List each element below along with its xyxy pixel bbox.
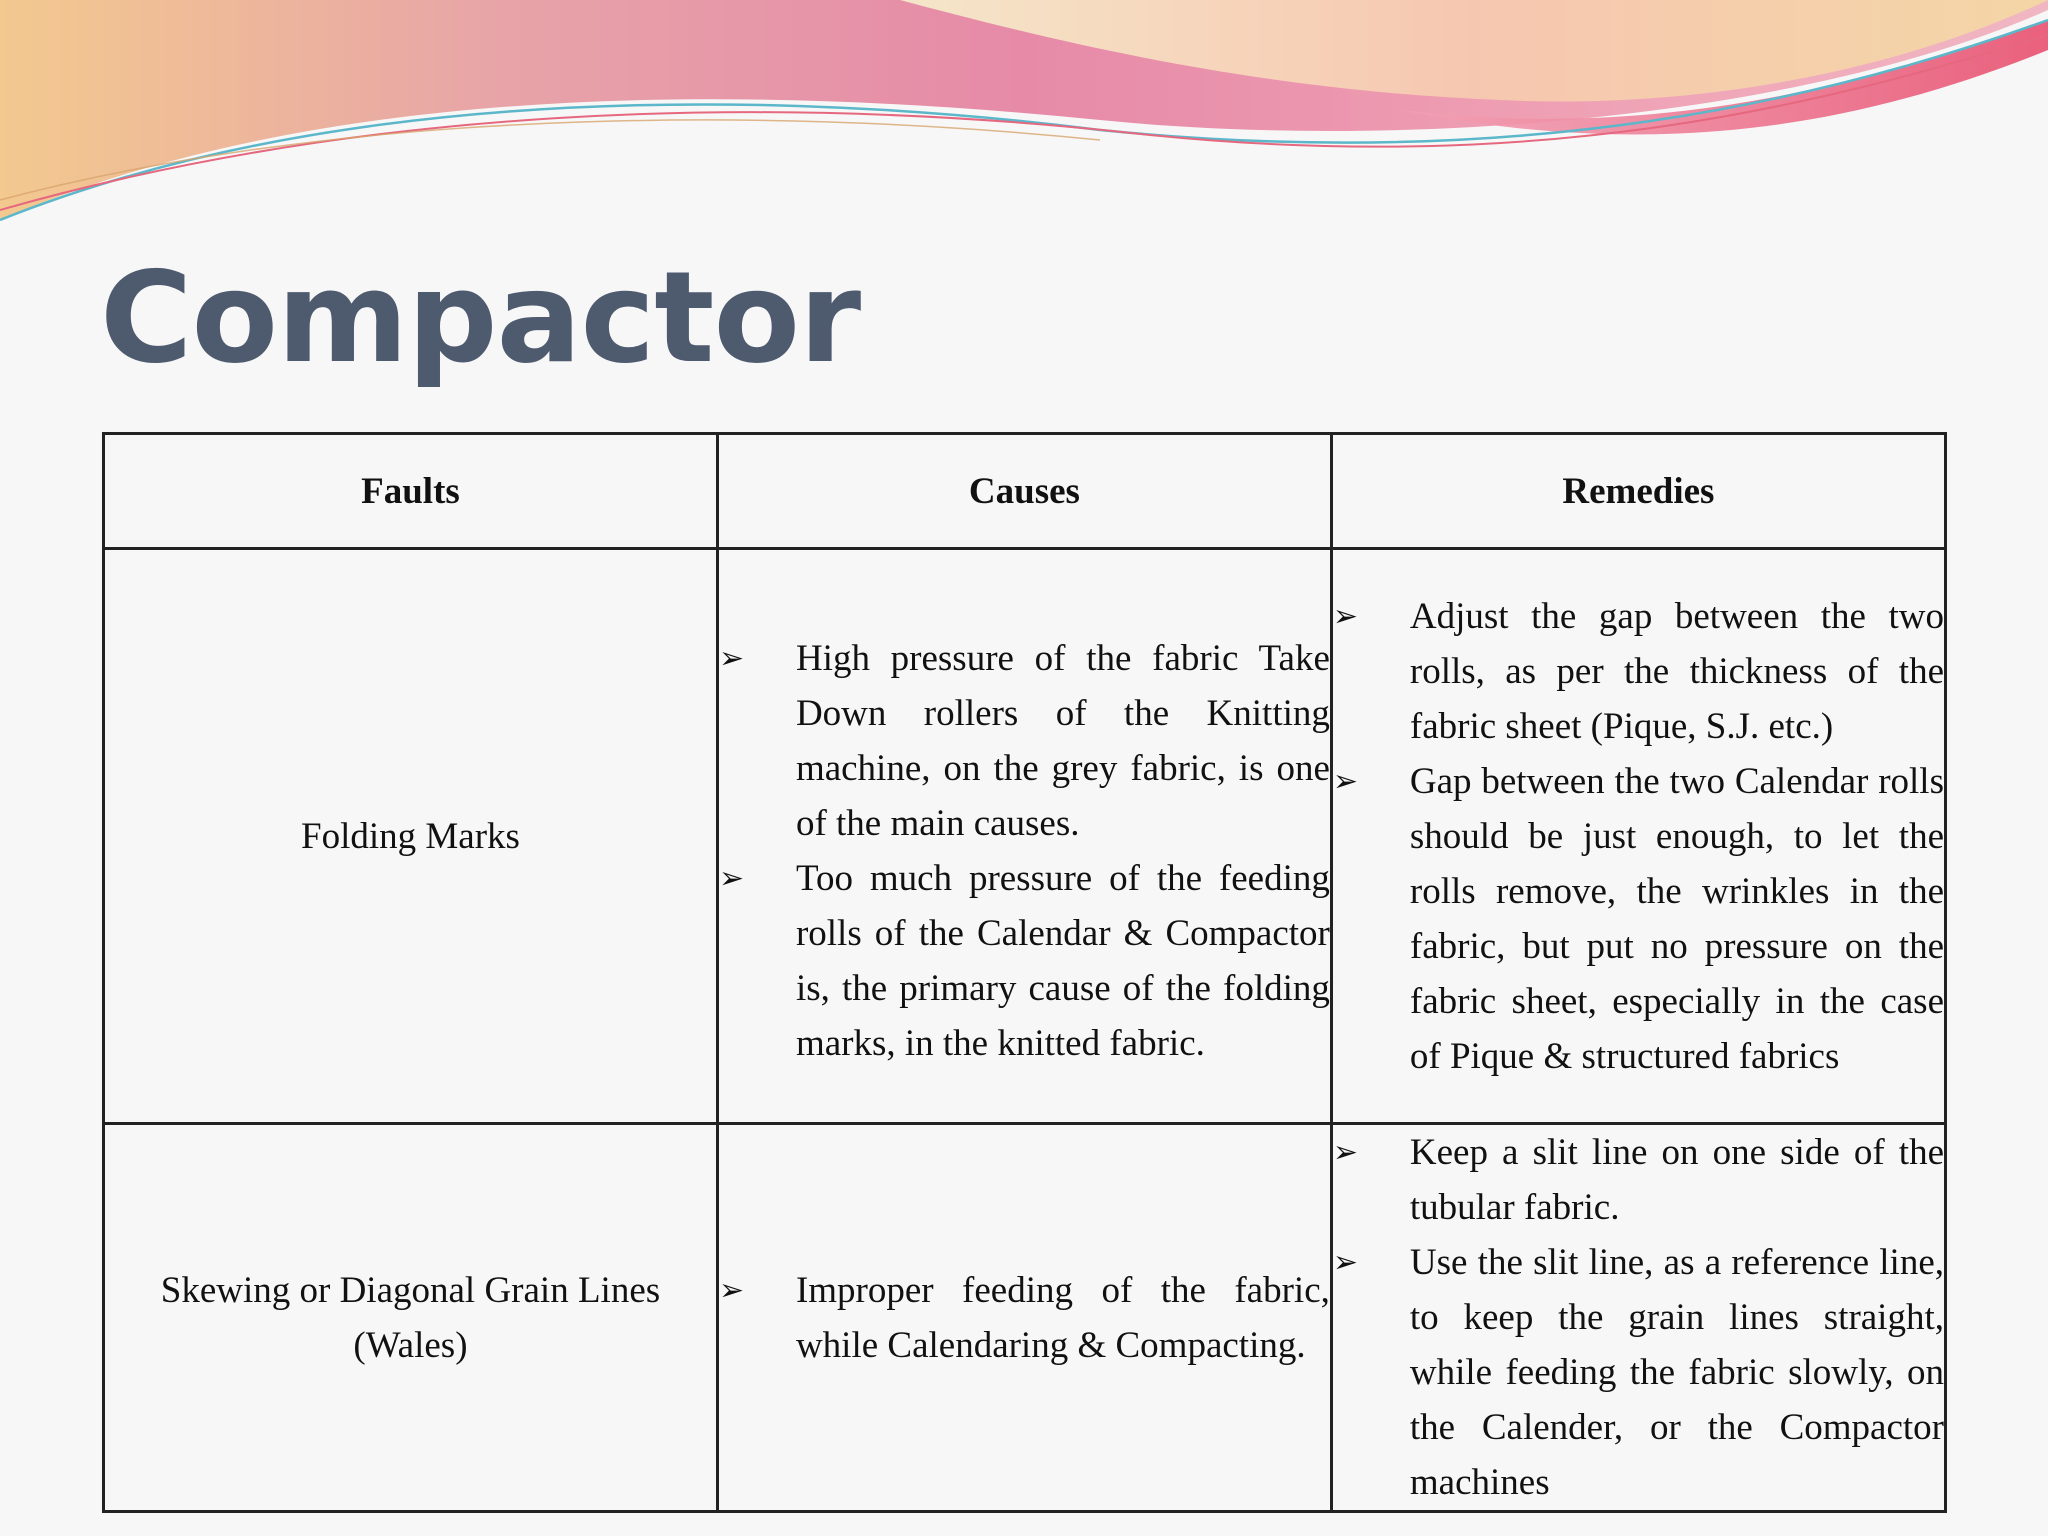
header-causes: Causes (717, 434, 1331, 549)
list-item: ➢ High pressure of the fabric Take Down rollers of the Knitting machine, on the grey fabric, is one of the main causes. (719, 631, 1330, 851)
arrowhead-bullet-icon: ➢ (1332, 763, 1359, 799)
remedies-list (1333, 589, 1944, 1084)
causes-list (719, 1263, 1330, 1373)
header-swoosh-decoration (0, 0, 2048, 240)
list-item: ➢ Gap between the two Calendar rolls should be just enough, to let the rolls remove, the wrinkles in the fabric, but put no pressure on the fabric sheet, especially in the case of Pique & structured fabrics (1333, 754, 1944, 1084)
fault-cell: Folding Marks (104, 549, 718, 1124)
arrowhead-bullet-icon: ➢ (718, 861, 745, 896)
table-header-row (104, 434, 1946, 549)
list-item: ➢ Improper feeding of the fabric, while Calendaring & Compacting. (719, 1263, 1330, 1373)
fault-cell: Skewing or Diagonal Grain Lines (Wales) (104, 1124, 718, 1512)
table-row (104, 549, 1946, 1124)
header-remedies: Remedies (1331, 434, 1945, 549)
table-row (104, 1124, 1946, 1512)
list-item: ➢ Too much pressure of the feeding rolls of the Calendar & Compactor is, the primary cause of the folding marks, in the knitted fabric. (719, 851, 1330, 1071)
remedies-list (1333, 1125, 1944, 1510)
list-item: ➢ Adjust the gap between the two rolls, as per the thickness of the fabric sheet (Pique, S.J. etc.) (1333, 589, 1944, 754)
arrowhead-bullet-icon: ➢ (1332, 1245, 1359, 1280)
causes-cell (717, 549, 1331, 1124)
arrowhead-bullet-icon: ➢ (1332, 1135, 1359, 1170)
arrowhead-bullet-icon: ➢ (718, 641, 745, 676)
remedies-cell (1331, 549, 1945, 1124)
causes-cell (717, 1124, 1331, 1512)
slide-title: Compactor (100, 244, 861, 391)
causes-list (719, 631, 1330, 1071)
arrowhead-bullet-icon: ➢ (1332, 598, 1359, 634)
list-item: ➢ Use the slit line, as a reference line, to keep the grain lines straight, while feeding the fabric slowly, on the Calender, or the Compactor machines (1333, 1235, 1944, 1510)
header-faults: Faults (104, 434, 718, 549)
remedies-cell (1331, 1124, 1945, 1512)
faults-table (102, 432, 1947, 1513)
list-item: ➢ Keep a slit line on one side of the tubular fabric. (1333, 1125, 1944, 1235)
arrowhead-bullet-icon: ➢ (718, 1272, 745, 1308)
